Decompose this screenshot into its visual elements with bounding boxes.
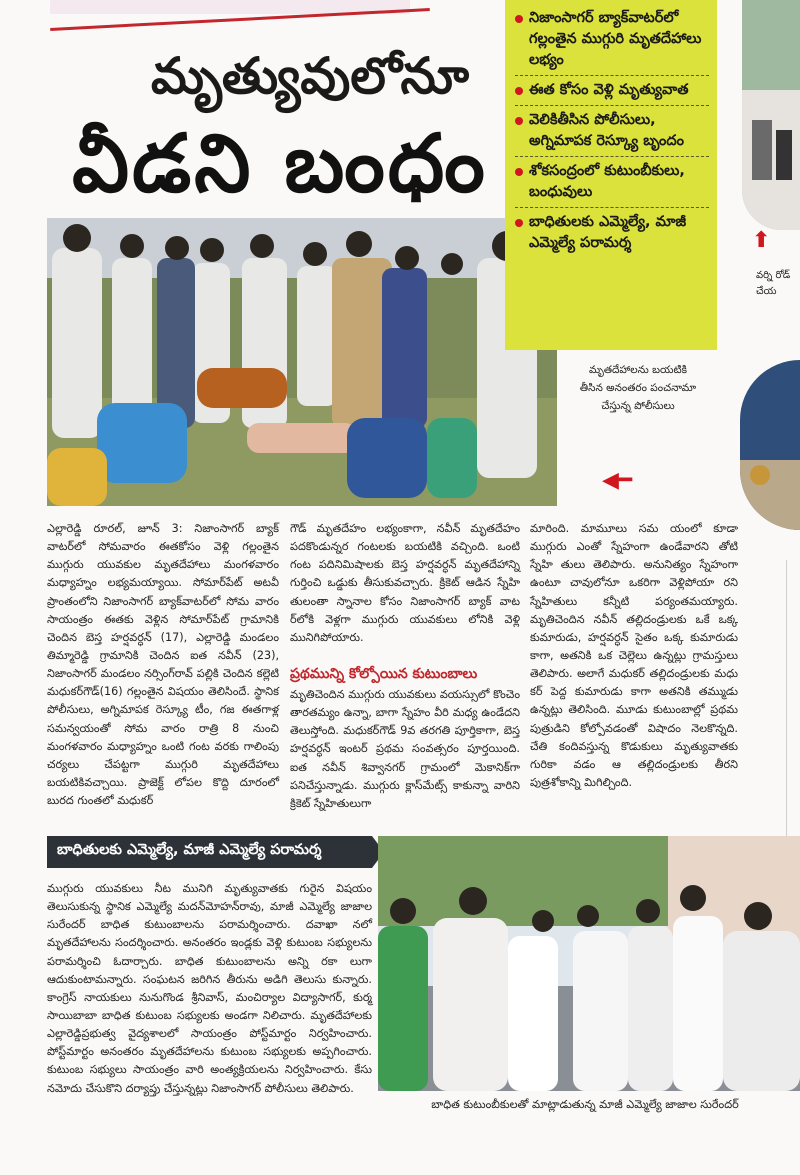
bullet-icon	[515, 117, 523, 125]
right-divider	[786, 560, 787, 860]
article-column-2b: మృతిచెందిన ముగ్గురు యువకులు వయస్సులో కొంచెం తారతమ్యం ఉన్నా, బాగా స్నేహం వీరి మధ్య ఉండేదని తెలుస్తోంది. మధుకర్‌గౌడ్ 9వ తరగతి పూర్తికాగా, బెస్త హర్షవర్ధన్ ఇంటర్ ప్రథమ సంవత్సరం పూర్తయింది. ఐత నవీన్ శివ్వానగర్ గ్రామంలో మెకానిక్‌గా పనిచేస్తున్నాడు. ముగ్గురు క్లాస్‌మేట్స్ కాకున్నా వారిని క్రికెట్ స్నేహితులుగా	[290, 688, 520, 810]
highlight-item: ఈత కోసం వెళ్లి మృత్యువాత	[515, 80, 709, 106]
photo1-caption: మృతదేహాలను బయటికి తీసిన అనంతరం పంచనామా చేస్తున్న పోలీసులు	[579, 364, 697, 412]
bullet-icon	[515, 219, 523, 227]
bullet-icon	[515, 168, 523, 176]
highlight-item: శోకసంద్రంలో కుటుంబీకులు, బంధువులు	[515, 161, 709, 208]
adjacent-photo-middle	[740, 360, 800, 530]
bullet-icon	[515, 87, 523, 95]
photo-ex-mla-meeting	[378, 836, 800, 1091]
left-arrow-icon: ◀━	[602, 468, 633, 493]
article-column-2a: గౌడ్ మృతదేహం లభ్యంకాగా, నవీన్ మృతదేహం పదకొండున్నర గంటలకు బయటికి వచ్చింది. ఒంటి గంట పదినిమిషాలకు బెస్త హర్షవర్ధన్ మృతదేహాన్ని గుర్తించి ఒడ్డుకు తీసుకువచ్చారు. క్రికెట్ ఆడిన స్నేహి తులంతా స్నానాల కోసం నిజాంసాగర్ బ్యాక్ వాట ర్‌లోకి వెళ్లగా ముగ్గురు యువకులు లోనికి వెళ్లి మునిగిపోయారు.	[290, 522, 520, 644]
highlights-box	[505, 0, 717, 350]
bullet-icon	[515, 15, 523, 23]
highlight-item: బాధితులకు ఎమ్మెల్యే, మాజీ ఎమ్మెల్యే పరామర్శ	[515, 212, 709, 258]
headline-line-2: వీడని బంధం	[72, 117, 488, 210]
article-column-1: ఎల్లారెడ్డి రూరల్, జూన్ 3: నిజాంసాగర్ బ్యాక్ వాటర్‌లో సోమవారం ఈతకోసం వెళ్లి గల్లంతైన ముగ్గురు యువకుల మృతదేహాలు మంగళవారం మధ్యాహ్నం లభ్యమయ్యాయి. సోమార్‌పేట్ అటవీ ప్రాంతంలోని నిజాంసాగర్ బ్యాక్‌వాటర్‌లో సోమ వారం సాయంత్రం ఈతకు వెళ్లిన సోమార్‌పేట్ గ్రామానికి చెందిన బెస్త హర్షవర్ధన్ (17), ఎల్లారెడ్డి మండలం తిమ్మారెడ్డి గ్రామానికి చెందిన ఐత నవీన్ (23), నిజాంసాగర్ మండలం నర్సింగ్‌రావ్ పల్లికి చెందిన కల్లెటి మధుకర్‌గౌడ్(16) గల్లంతైన విషయం తెలిసిందే. స్థానిక పోలీసులు, అగ్నిమాపక రెస్క్యూ టీం, గజ ఈతగాళ్ల సమన్వయంతో సోమ వారం రాత్రి 8 నుంచి మంగళవారం మధ్యాహ్నం ఒంటి గంట వరకు గాలింపు చర్యలు చేపట్టగా ముగ్గురి మృతదేహాలు బయటికివచ్చాయి. ప్రాజెక్ట్ లోపల కొద్ది దూరంలో బురద గుంతలో మధుకర్	[47, 522, 279, 808]
highlight-item: నిజాంసాగర్ బ్యాక్‌వాటర్‌లో గల్లంతైన ముగ్గురి మృతదేహాలు లభ్యం	[515, 8, 709, 76]
article-column-3: మారింది. మామూలు సమ యంలో కూడా ముగ్గురు ఎంతో స్నేహంగా ఉండేవారని తోటి స్నేహి తులు తెలిపారు. అనునిత్యం స్నేహంగా ఉంటూ చావులోనూ ఒకరిగా వెళ్లిపోయా రని స్నేహితులు కన్నీటి పర్యంతమయ్యారు. మృతిచెందిన నవీన్ తల్లిదండ్రులకు ఒకే ఒక్క కుమారుడు, హర్షవర్ధన్ సైతం ఒక్క కుమారుడు కాగా, అతనికి ఒక చెల్లెలు ఉన్నట్లు గ్రామస్తులు తెలిపారు. అలాగే మధుకర్ తల్లిదండ్రులకు మధు కర్ పెద్ద కుమారుడు కాగా అతనికి తమ్ముడు ఉన్నట్లు తెలిసింది. మూడు కుటుంబాల్లో ప్రథమ పుత్రుడిని కోల్పోవడంతో విషాదం నెలకొన్నది. చేతి కందివస్తున్న కొడుకులు మృత్యువాతకు గురికా వడం ఆ తల్లిదండ్రులకు తీరని పుత్రశోకాన్ని మిగిల్చింది.	[530, 522, 738, 789]
adjacent-photo-top	[742, 0, 800, 230]
photo2-caption: బాధిత కుటుంబీకులతో మాట్లాడుతున్న మాజీ ఎమ్మెల్యే జాజాల సురేందర్	[431, 1098, 739, 1111]
up-arrow-icon: ⬆	[752, 228, 771, 253]
section-heading-mla-visit: బాధితులకు ఎమ్మెల్యే, మాజీ ఎమ్మెల్యే పరామర్శ	[47, 836, 372, 868]
headline-line-1: మృత్యువులోనూ	[150, 47, 470, 105]
photo-police-panchanama	[47, 218, 557, 506]
article-column-4: ముగ్గురు యువకులు నీట మునిగి మృత్యువాతకు గురైన విషయం తెలుసుకున్న స్థానిక ఎమ్మెల్యే మదన్‌మోహన్‌రావు, మాజీ ఎమ్మెల్యే జాజాల సురేందర్ బాధిత కుటుంబాలను పరామర్శించారు. దవాఖా నలో మృతదేహాలను సందర్శించారు. అనంతరం ఇండ్లకు వెళ్లి కుటుంబ సభ్యులను పరామర్శించి ఓదార్చారు. బాధిత కుటుంబాలను అన్ని రకా లుగా ఆదుకుంటామన్నారు. సంఘటన జరిగిన తీరును అడిగి తెలుసు కున్నారు. కాంగ్రెస్ నాయకులు నునుగొండ శ్రీనివాస్, మంచిర్యాల విద్యాసాగర్, కుర్మ సాయిబాబా బాధిత కుటుంబ సభ్యులకు అండగా నిలిచారు. మృతదేహాలకు ఎల్లారెడ్డిప్రభుత్వ వైద్యశాలలో సాయంత్రం పోస్ట్‌మార్టం నిర్వహించారు. పోస్ట్‌మార్టం అనంతరం మృతదేహాలను కుటుంబ సభ్యులకు అప్పగించారు. కుటుంబ సభ్యులు సాయంత్రం వారి అంత్యక్రియలను నిర్వహించారు. కేసు నమోదు చేసుకొని దర్యాప్తు చేస్తున్నట్లు నిజాంసాగర్ పోలీసులు తెలిపారు.	[47, 882, 372, 1095]
highlight-item: వెలికితీసిన పోలీసులు, అగ్నిమాపక రెస్క్యూ బృందం	[515, 110, 709, 157]
subheading-families: ప్రథమున్ని కోల్పోయిన కుటుంబాలు	[290, 666, 478, 682]
adjacent-caption-snippet: వర్ని రోడ్ చేయ	[756, 270, 791, 297]
